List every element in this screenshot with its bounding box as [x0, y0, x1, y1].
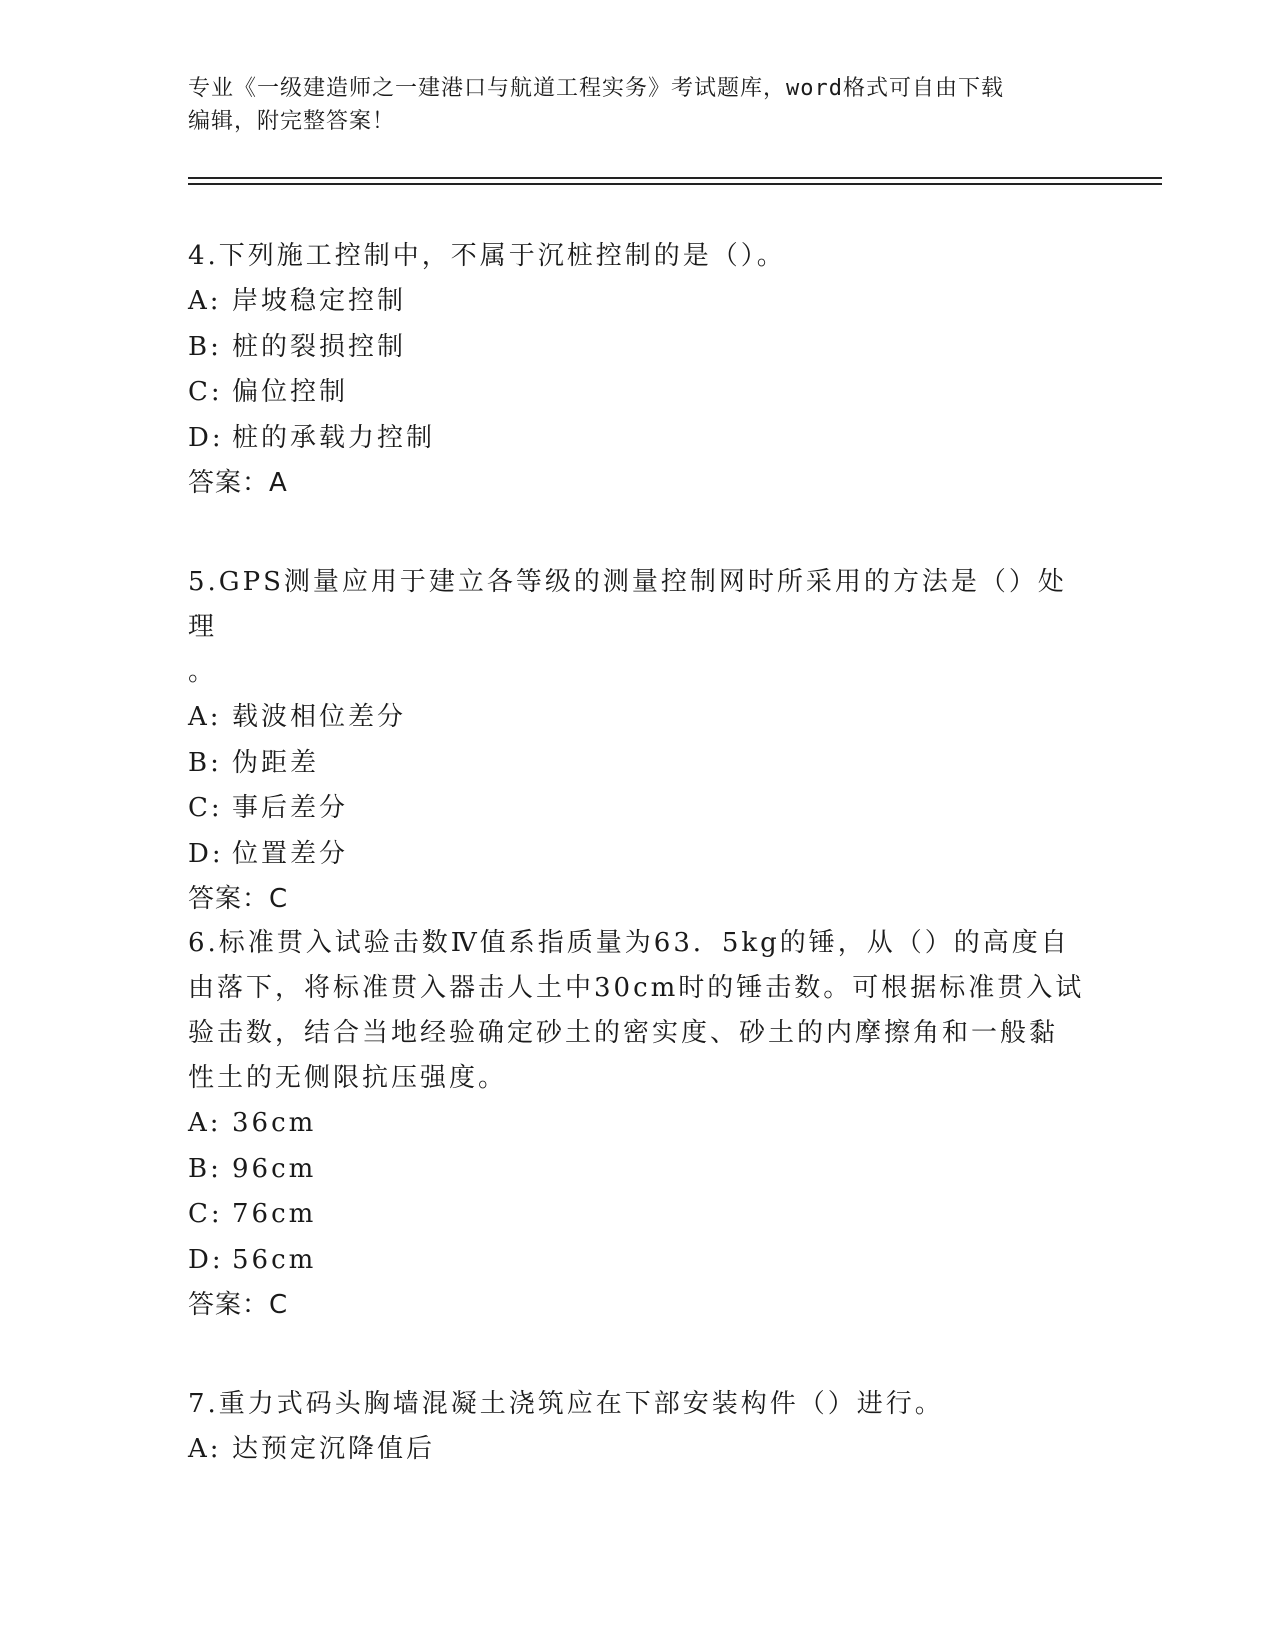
option-letter: A:: [188, 702, 222, 732]
option-text: 36cm: [232, 1108, 317, 1138]
option-text: 事后差分: [232, 793, 349, 823]
option-a: [188, 279, 1088, 325]
header-divider-top: [188, 177, 1162, 179]
option-letter: D:: [188, 838, 224, 869]
option-b: [188, 325, 1088, 371]
option-c: [188, 370, 1088, 416]
option-letter: B:: [188, 1153, 222, 1184]
question-6: [188, 921, 1088, 1329]
question-stem: 7.重力式码头胸墙混凝土浇筑应在下部安装构件（）进行。: [188, 1389, 944, 1419]
option-text: 76cm: [232, 1199, 317, 1229]
option-c: [188, 786, 1088, 832]
option-text: 位置差分: [232, 838, 349, 869]
document-header: [188, 72, 1088, 138]
answer-line: 答案：C: [188, 1290, 289, 1320]
option-b: [188, 1147, 1088, 1193]
option-letter: B:: [188, 331, 222, 362]
question-5: [188, 560, 1088, 923]
option-letter: D:: [188, 1244, 224, 1275]
option-d: [188, 832, 1088, 878]
option-text: 桩的承载力控制: [232, 422, 436, 453]
option-c: [188, 1192, 1088, 1238]
option-letter: A:: [188, 1108, 222, 1138]
question-stem: 4.下列施工控制中，不属于沉桩控制的是（）。: [188, 241, 786, 271]
option-letter: D:: [188, 422, 224, 453]
option-text: 载波相位差分: [232, 702, 407, 732]
answer-line: 答案：C: [188, 884, 289, 914]
option-text: 伪距差: [232, 747, 320, 778]
header-line-1: 专业《一级建造师之一建港口与航道工程实务》考试题库，word格式可自由下载: [188, 76, 1004, 101]
question-stem-line: 6.标准贯入试验击数Ⅳ值系指质量为63．5kg的锤，从（）的高度自: [188, 928, 1070, 958]
question-7: [188, 1382, 1088, 1473]
option-letter: C:: [188, 377, 223, 407]
option-d: [188, 1238, 1088, 1284]
option-letter: C:: [188, 793, 223, 823]
option-text: 偏位控制: [232, 377, 349, 407]
option-text: 桩的裂损控制: [232, 331, 407, 362]
option-text: 岸坡稳定控制: [232, 286, 407, 316]
header-line-2: 编辑，附完整答案！: [188, 109, 396, 134]
option-a: [188, 1427, 1088, 1473]
option-a: [188, 1101, 1088, 1147]
option-a: [188, 695, 1088, 741]
question-stem: 5.GPS测量应用于建立各等级的测量控制网时所采用的方法是（）处理: [188, 567, 1067, 642]
question-stem-line: 由落下，将标准贯入器击人土中30cm时的锤击数。可根据标准贯入试: [188, 973, 1085, 1003]
question-4: [188, 234, 1088, 507]
option-letter: B:: [188, 747, 222, 778]
option-text: 56cm: [232, 1244, 317, 1275]
question-stem-continuation: 。: [188, 657, 218, 687]
option-d: [188, 416, 1088, 462]
option-text: 96cm: [232, 1153, 317, 1184]
option-letter: C:: [188, 1199, 223, 1229]
option-letter: A:: [188, 286, 222, 316]
question-stem-line: 性土的无侧限抗压强度。: [188, 1063, 508, 1093]
option-b: [188, 741, 1088, 787]
option-text: 达预定沉降值后: [232, 1434, 436, 1464]
answer-line: 答案：A: [188, 468, 288, 498]
header-divider-bottom: [188, 183, 1162, 185]
option-letter: A:: [188, 1434, 222, 1464]
question-stem-line: 验击数，结合当地经验确定砂土的密实度、砂土的内摩擦角和一般黏: [188, 1018, 1059, 1048]
